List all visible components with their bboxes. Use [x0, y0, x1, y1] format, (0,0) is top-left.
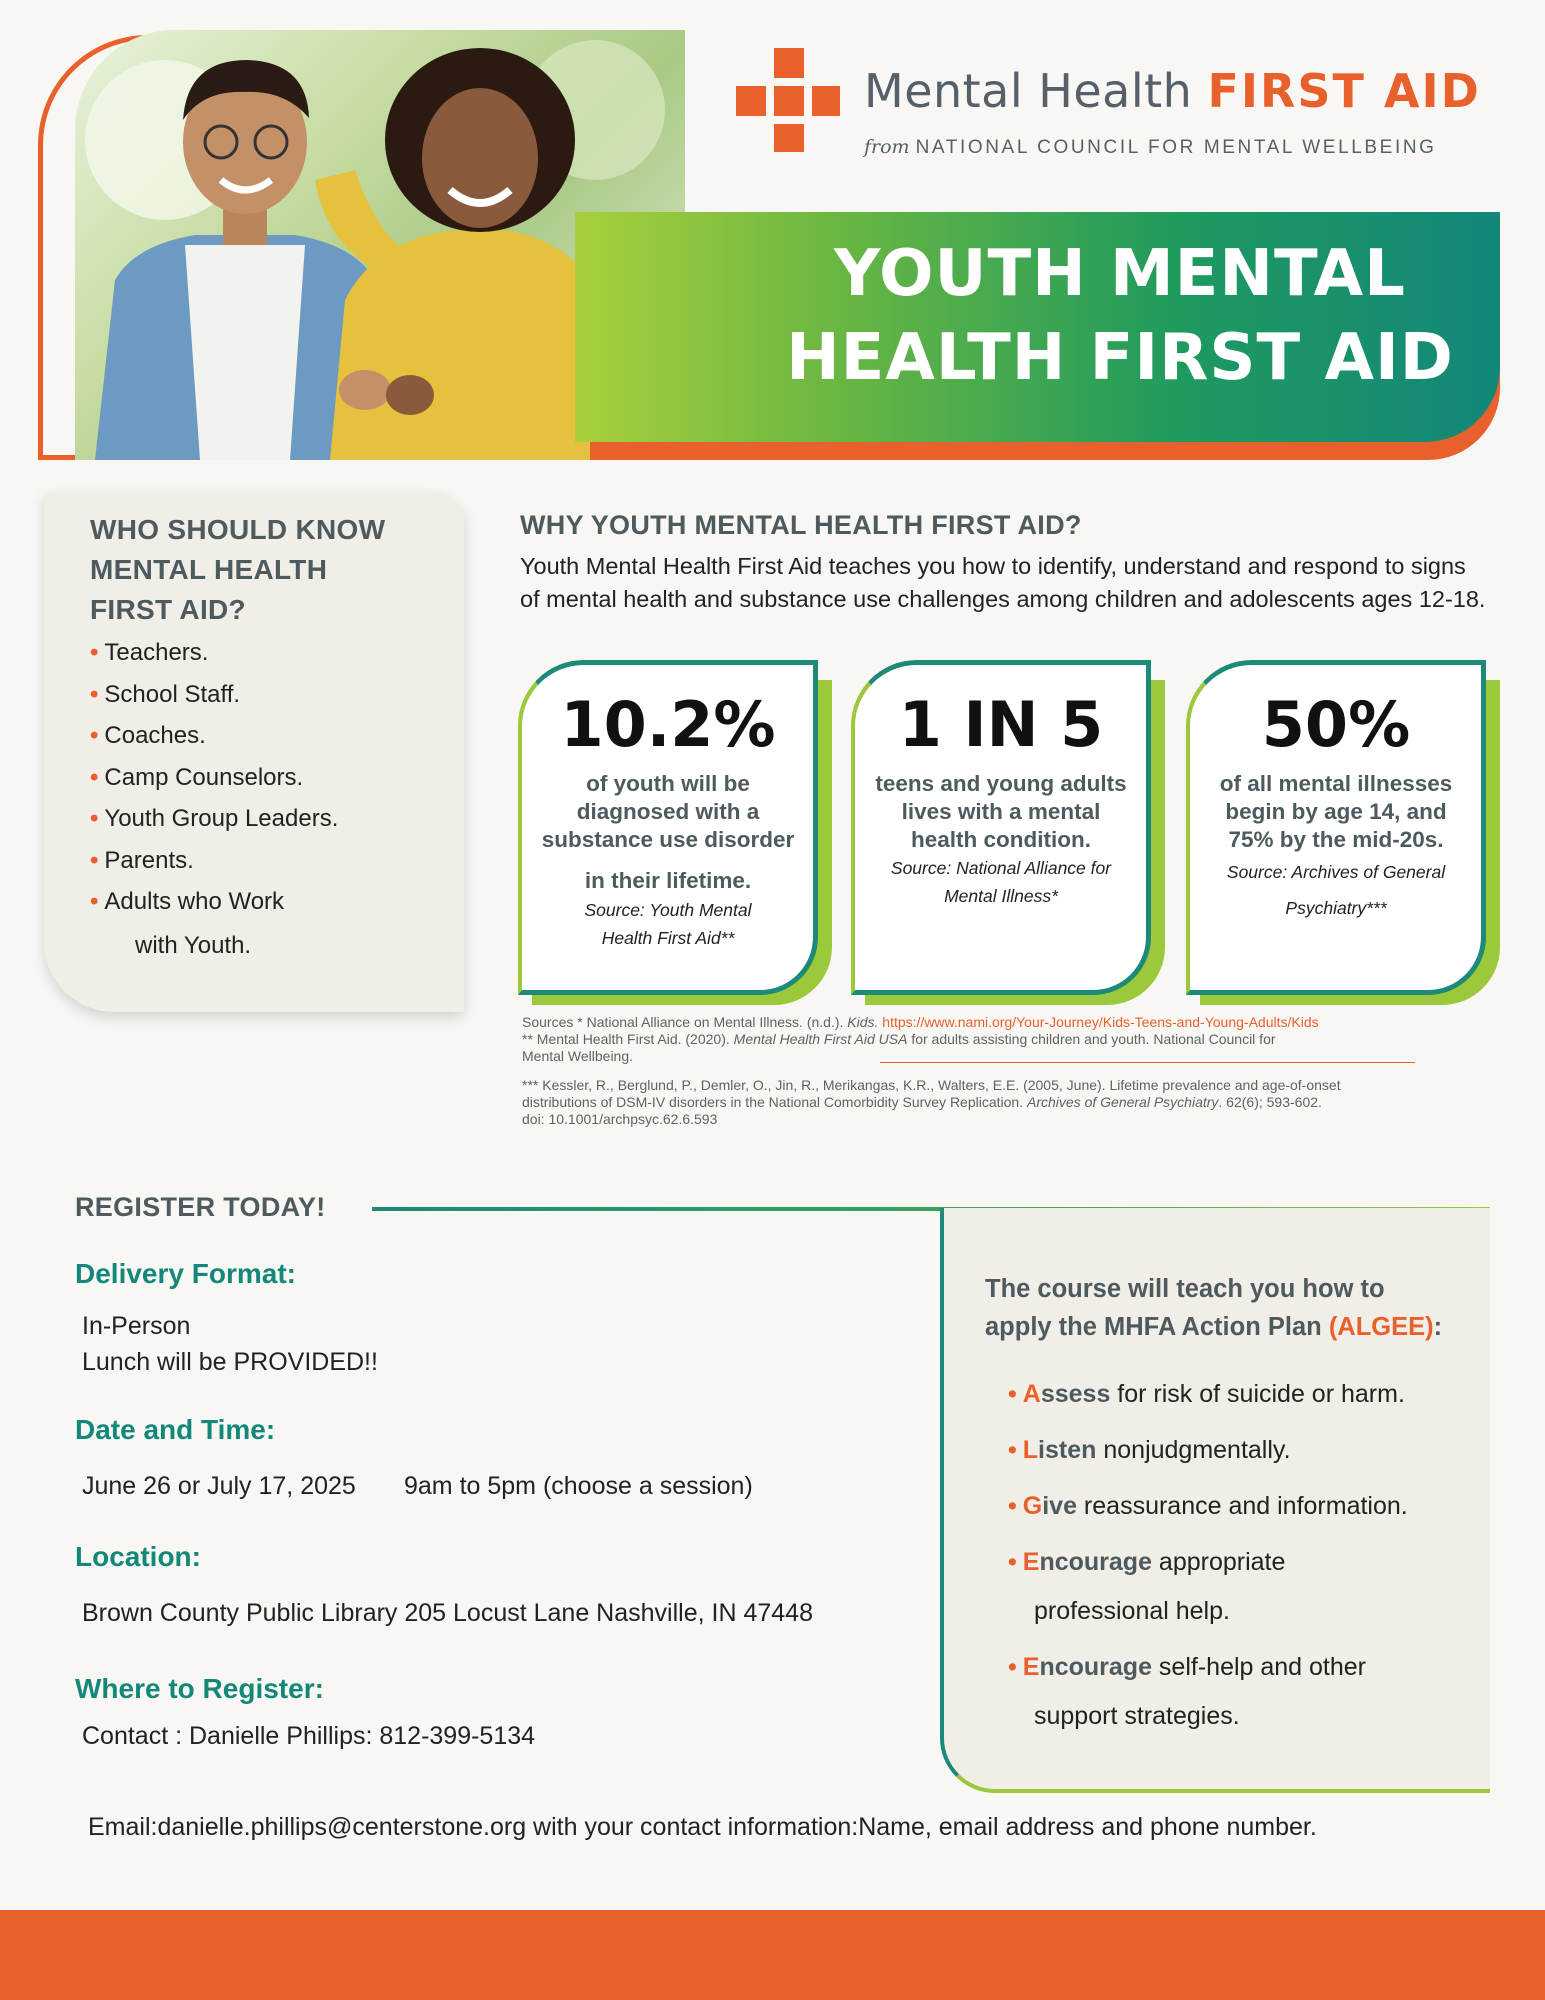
source-1	[522, 1014, 1482, 1031]
stat-value: 50%	[1261, 688, 1411, 761]
bullet-icon: •	[90, 680, 99, 708]
delivery-line1: In-Person	[82, 1312, 191, 1340]
stat-desc-line: lives with a mental	[901, 799, 1101, 824]
algee-title-line2	[985, 1308, 1455, 1346]
algee-item-encourage-professional	[1008, 1538, 1478, 1636]
logo-sub-org: NATIONAL COUNCIL FOR MENTAL WELLBEING	[915, 137, 1437, 158]
list-item-label: School Staff.	[104, 680, 241, 708]
algee-word: ive	[1042, 1492, 1077, 1520]
stat-source-line: Psychiatry***	[1285, 898, 1387, 918]
bullet-icon: •	[90, 639, 99, 666]
time-value: 9am to 5pm (choose a session)	[404, 1472, 753, 1500]
list-item-label: Parents.	[104, 846, 194, 874]
bullet-icon: •	[1008, 1653, 1017, 1681]
page-title-line1: YOUTH MENTAL	[834, 237, 1406, 311]
stat-desc-line: diagnosed with a	[576, 799, 760, 824]
why-title: WHY YOUTH MENTAL HEALTH FIRST AID?	[520, 510, 1082, 540]
list-item-label: Teachers.	[104, 639, 209, 666]
source-3-italic: Archives of General Psychiatry	[1027, 1094, 1219, 1110]
stat-desc-line: of all mental illnesses	[1219, 771, 1453, 796]
stat-desc-line: begin by age 14, and	[1225, 799, 1447, 824]
bullet-icon: •	[90, 805, 99, 832]
algee-letter: E	[1022, 1653, 1040, 1681]
algee-list	[1008, 1370, 1478, 1748]
bullet-icon: •	[90, 722, 99, 749]
delivery-value	[82, 1308, 378, 1380]
stat-desc-line: teens and young adults	[875, 771, 1127, 796]
algee-text: reassurance and information.	[1076, 1492, 1408, 1520]
who-list	[90, 632, 338, 923]
where-label: Where to Register:	[75, 1673, 324, 1704]
why-body	[520, 550, 1500, 616]
algee-letter: E	[1022, 1548, 1040, 1576]
who-title	[90, 510, 420, 630]
source-3-line2	[522, 1094, 1482, 1111]
algee-item-assess	[1008, 1370, 1478, 1419]
who-title-line3: FIRST AID?	[90, 594, 246, 625]
cross-logo-icon	[736, 48, 840, 152]
page-title-line2: HEALTH FIRST AID	[786, 321, 1454, 395]
stat-card-youth-substance	[518, 660, 818, 995]
algee-word: isten	[1038, 1436, 1097, 1464]
source-1-link[interactable]: https://www.nami.org/Your-Journey/Kids-Teens-and-Young-Adults/Kids	[882, 1014, 1319, 1030]
list-item-label: Coaches.	[104, 722, 206, 749]
algee-text: self-help and other	[1151, 1653, 1367, 1681]
list-item	[90, 840, 338, 882]
stat-desc-line: health condition.	[911, 827, 1091, 852]
algee-text: for risk of suicide or harm.	[1110, 1380, 1405, 1408]
algee-title-suffix: :	[1433, 1313, 1443, 1341]
stat-source-line: Mental Illness*	[944, 886, 1058, 906]
page-title	[770, 232, 1470, 400]
algee-title	[985, 1270, 1455, 1346]
location-value: Brown County Public Library 205 Locust Lane Nashville, IN 47448	[82, 1599, 813, 1627]
algee-text-continuation: professional help.	[1034, 1597, 1230, 1625]
list-item	[90, 674, 338, 716]
stat-source	[881, 854, 1121, 910]
stat-card-one-in-five	[851, 660, 1151, 995]
why-body-line2: of mental health and substance use challenges among children and adolescents ages 12-18.	[520, 586, 1486, 612]
date-value: June 26 or July 17, 2025	[82, 1472, 356, 1500]
sources-block	[522, 1014, 1482, 1128]
list-item-label: Adults who Work	[104, 888, 285, 915]
algee-title-prefix: apply the MHFA Action Plan	[985, 1313, 1322, 1341]
source-1-italic: Kids.	[847, 1014, 879, 1030]
stat-source-line: Source: National Alliance for	[890, 858, 1112, 878]
algee-word: ncourage	[1039, 1653, 1152, 1681]
algee-text: appropriate	[1151, 1548, 1286, 1576]
list-item	[90, 715, 338, 757]
logo-name-part2: FIRST AID	[1207, 64, 1481, 118]
source-2-italic: Mental Health First Aid USA	[733, 1031, 908, 1047]
who-list-continuation: with Youth.	[135, 932, 252, 959]
stat-description	[869, 770, 1133, 854]
location-label: Location:	[75, 1541, 201, 1572]
register-title: REGISTER TODAY!	[75, 1192, 326, 1222]
bullet-icon: •	[90, 846, 99, 874]
stat-source	[1216, 854, 1456, 926]
footer-bar	[0, 1910, 1545, 2000]
source-1-text: Sources * National Alliance on Mental Illness. (n.d.).	[522, 1014, 844, 1030]
algee-letter: G	[1022, 1492, 1043, 1520]
list-item	[90, 798, 338, 840]
contact-value: Contact : Danielle Phillips: 812-399-5134	[82, 1722, 536, 1750]
delivery-line2: Lunch will be PROVIDED!!	[82, 1348, 378, 1376]
bullet-icon: •	[1008, 1436, 1017, 1464]
source-2-line2: Mental Wellbeing.	[522, 1048, 634, 1064]
logo-subtitle	[864, 136, 1437, 159]
algee-letter: A	[1022, 1380, 1041, 1408]
algee-word: ssess	[1040, 1380, 1111, 1408]
list-item-label: Youth Group Leaders.	[104, 805, 339, 832]
stat-desc-line: of youth will be	[586, 771, 750, 796]
bullet-icon: •	[1008, 1492, 1017, 1520]
date-label: Date and Time:	[75, 1414, 276, 1445]
logo-sub-from: from	[864, 136, 910, 158]
stat-description	[536, 770, 800, 895]
who-title-line1: WHO SHOULD KNOW	[90, 514, 386, 545]
source-3-suffix: . 62(6); 593-602.	[1218, 1094, 1322, 1110]
algee-title-line1: The course will teach you how to	[985, 1275, 1385, 1303]
why-body-line1: Youth Mental Health First Aid teaches you how to identify, understand and respond to signs	[520, 553, 1466, 579]
source-2-suffix: for adults assisting children and youth. National Council for	[911, 1031, 1276, 1047]
bullet-icon: •	[1008, 1380, 1017, 1408]
source-3-line3: doi: 10.1001/archpsyc.62.6.593	[522, 1111, 718, 1127]
source-2-text: ** Mental Health First Aid. (2020).	[522, 1031, 730, 1047]
who-title-line2: MENTAL HEALTH	[90, 554, 328, 585]
stat-card-fifty-percent	[1186, 660, 1486, 995]
stat-source-line: Health First Aid**	[601, 928, 735, 948]
stat-description	[1204, 770, 1468, 854]
algee-text-continuation: support strategies.	[1034, 1702, 1240, 1730]
delivery-label: Delivery Format:	[75, 1258, 296, 1289]
logo-name	[864, 64, 1481, 118]
source-3-text: distributions of DSM-IV disorders in the National Comorbidity Survey Replication.	[522, 1094, 1024, 1110]
list-item	[90, 757, 338, 799]
algee-item-encourage-selfhelp	[1008, 1643, 1478, 1741]
bullet-icon: •	[90, 888, 99, 915]
sources-divider	[880, 1062, 1415, 1063]
list-item-label: Camp Counselors.	[104, 763, 304, 791]
algee-item-listen	[1008, 1426, 1478, 1475]
stat-source-line: Source: Archives of General	[1226, 862, 1446, 882]
algee-item-give	[1008, 1482, 1478, 1531]
algee-letter: L	[1022, 1436, 1039, 1464]
stat-source-line: Source: Youth Mental	[584, 900, 752, 920]
source-3-line1: *** Kessler, R., Berglund, P., Demler, O., Jin, R., Merikangas, K.R., Walters, E.E. (2005, June). Lifetime prevalence and age-of-onset	[522, 1077, 1341, 1093]
stat-desc-line: substance use disorder	[541, 827, 795, 852]
stat-desc-line: 75% by the mid-20s.	[1228, 827, 1444, 852]
algee-word: ncourage	[1039, 1548, 1152, 1576]
source-2	[522, 1031, 1482, 1048]
email-line: Email:danielle.phillips@centerstone.org with your contact information:Name, email address and phone number.	[88, 1813, 1317, 1841]
list-item	[90, 632, 338, 674]
stat-value: 1 IN 5	[898, 688, 1104, 761]
list-item	[90, 881, 338, 923]
algee-text: nonjudgmentally.	[1096, 1436, 1291, 1464]
logo-name-part1: Mental Health	[864, 64, 1193, 118]
bullet-icon: •	[90, 763, 99, 791]
stat-value: 10.2%	[560, 688, 776, 761]
algee-title-highlight: (ALGEE)	[1328, 1313, 1434, 1341]
stat-desc-line: in their lifetime.	[584, 868, 752, 893]
bullet-icon: •	[1008, 1548, 1017, 1576]
mhfa-logo	[736, 48, 1481, 166]
stat-source	[548, 896, 788, 952]
